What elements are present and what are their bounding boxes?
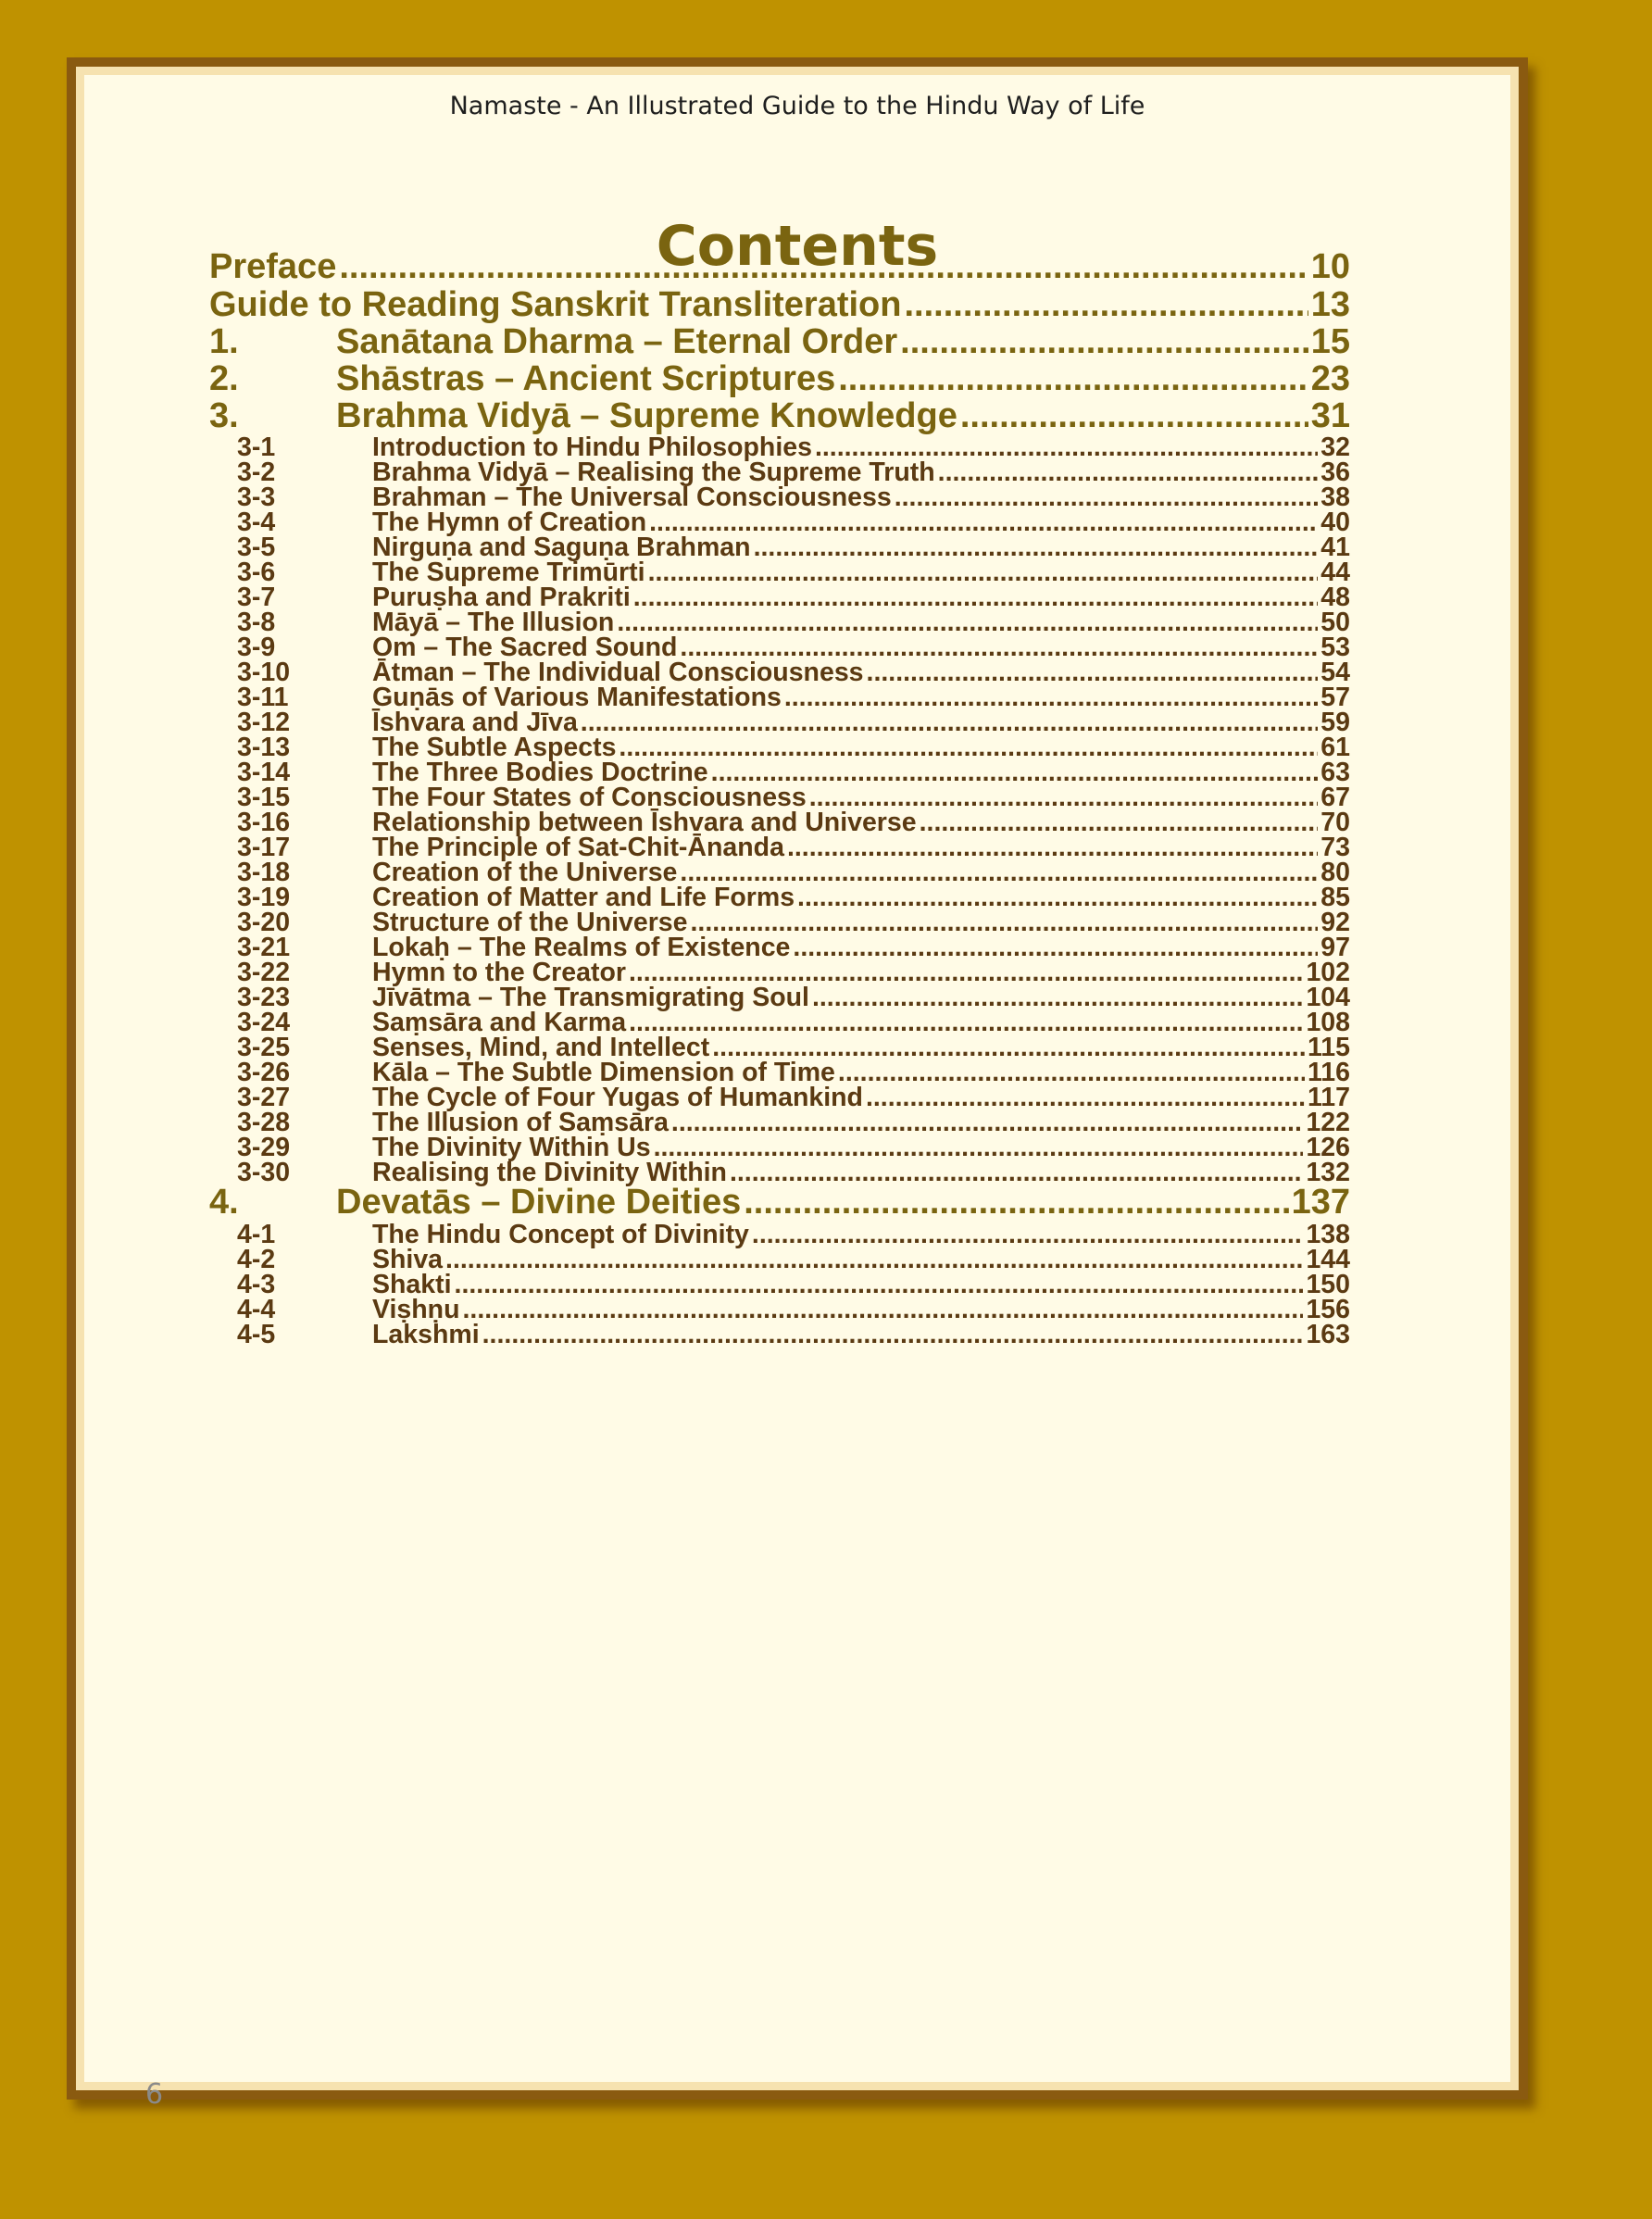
toc-entry-label: Kāla – The Subtle Dimension of Time [372, 1058, 835, 1087]
toc-entry-label: Introduction to Hindu Philosophies [372, 433, 812, 462]
toc-page-number: 13 [1310, 285, 1350, 324]
toc-entry-label: The Illusion of Saṃsāra [372, 1108, 669, 1137]
toc-page-number: 132 [1306, 1158, 1350, 1187]
toc-entry-number: 3-27 [237, 1083, 291, 1112]
toc-entry-label: The Four States of Consciousness [372, 783, 807, 812]
toc-entry-label: The Three Bodies Doctrine [372, 758, 708, 787]
toc-page-number: 150 [1306, 1270, 1350, 1299]
toc-entry-number: 3-15 [237, 783, 291, 812]
toc-page-number: 15 [1310, 322, 1350, 361]
toc-entry-number: 3-17 [237, 833, 291, 862]
toc-page-number: 102 [1306, 958, 1350, 987]
toc-entry-number: 3-11 [237, 683, 289, 712]
toc-page-number: 31 [1310, 396, 1350, 435]
toc-entry-label: Jīvātma – The Transmigrating Soul [372, 983, 809, 1012]
toc-entry-number: 3-19 [237, 883, 291, 912]
toc-entry-number: 3-10 [237, 658, 291, 687]
toc-entry-label: The Hindu Concept of Divinity [372, 1220, 749, 1249]
toc-entry-label: The Principle of Sat-Chit-Ānanda [372, 833, 784, 862]
toc-entry-number: 2. [209, 359, 239, 398]
toc-entry-label: Creation of the Universe [372, 858, 678, 887]
toc-page-number: 10 [1310, 247, 1350, 286]
toc-entry-label: Īshvara and Jīva [372, 708, 578, 737]
toc-page-number: 59 [1320, 708, 1350, 737]
toc-entry-number: 3-8 [237, 608, 276, 637]
toc-entry-number: 3-6 [237, 558, 276, 587]
toc-page-number: 23 [1310, 359, 1350, 398]
toc-entry-number: 3-13 [237, 733, 291, 762]
dot-leader [744, 1183, 1288, 1222]
toc-entry-label: Brahma Vidyā – Supreme Knowledge [336, 396, 957, 435]
toc-entry-number: 3-29 [237, 1133, 291, 1162]
toc-entry-number: 3-23 [237, 983, 291, 1012]
toc-page-number: 138 [1306, 1220, 1350, 1249]
page-title: Contents [656, 214, 939, 279]
toc-entry-number: 3-21 [237, 933, 291, 962]
toc-entry-number: 3-9 [237, 633, 276, 662]
toc-page-number: 126 [1306, 1133, 1350, 1162]
toc-page-number: 57 [1320, 683, 1350, 712]
toc-page-number: 48 [1320, 583, 1350, 612]
toc-entry-number: 1. [209, 322, 239, 361]
toc-entry-label: Guide to Reading Sanskrit Transliteration [209, 285, 902, 324]
toc-page-number: 53 [1320, 633, 1350, 662]
toc-page-number: 116 [1308, 1058, 1350, 1087]
toc-entry-number: 3. [209, 396, 239, 435]
toc-entry-label: Shiva [372, 1245, 444, 1274]
toc-page-number: 117 [1308, 1083, 1350, 1112]
toc-page-number: 97 [1320, 933, 1350, 962]
toc-entry-label: Māyā – The Illusion [372, 608, 615, 637]
toc-page-number: 67 [1320, 783, 1350, 812]
toc-page-number: 80 [1320, 858, 1350, 887]
toc-entry-number: 3-5 [237, 533, 276, 562]
toc-page-number: 32 [1320, 433, 1350, 462]
toc-entry-number: 3-24 [237, 1008, 291, 1037]
toc-entry-number: 4-1 [237, 1220, 276, 1249]
toc-page-number: 122 [1306, 1108, 1350, 1137]
toc-entry-number: 3-2 [237, 458, 276, 487]
toc-entry-number: 3-18 [237, 858, 291, 887]
dot-leader [904, 285, 1308, 325]
toc-entry-label: Realising the Divinity Within [372, 1158, 727, 1187]
toc-entry-label: Guṇās of Various Manifestations [372, 683, 782, 712]
toc-entry-label: The Hymn of Creation [372, 508, 647, 537]
toc-page-number: 156 [1306, 1295, 1350, 1324]
toc-entry-label: Senses, Mind, and Intellect [372, 1033, 710, 1062]
dot-leader [482, 1320, 1304, 1350]
toc-page-number: 92 [1320, 908, 1350, 937]
toc-entry-number: 3-1 [237, 433, 276, 462]
toc-entry-label: Devatās – Divine Deities [336, 1183, 742, 1222]
toc-entry-label: The Subtle Aspects [372, 733, 617, 762]
toc-entry-label: The Supreme Trimūrti [372, 558, 645, 587]
toc-page-number: 163 [1306, 1320, 1350, 1349]
toc-entry-label: The Cycle of Four Yugas of Humankind [372, 1083, 863, 1112]
toc-page-number: 54 [1320, 658, 1350, 687]
toc-page-number: 41 [1320, 533, 1350, 562]
toc-entry-label: Relationship between Īshvara and Universe [372, 808, 917, 837]
toc-page-number: 36 [1320, 458, 1350, 487]
toc-entry-label: Lakshmi [372, 1320, 480, 1349]
toc-entry-number: 4-4 [237, 1295, 276, 1324]
toc-entry-label: Brahman – The Universal Consciousness [372, 483, 892, 512]
toc-entry-label: Puruṣha and Prakriti [372, 583, 631, 612]
dot-leader [900, 322, 1308, 362]
toc-entry-number: 3-30 [237, 1158, 291, 1187]
toc-entry-number: 3-7 [237, 583, 276, 612]
toc-page-number: 44 [1320, 558, 1350, 587]
toc-entry-label: Nirguṇa and Saguṇa Brahman [372, 533, 751, 562]
toc-entry-number: 3-14 [237, 758, 291, 787]
toc-page-number: 104 [1306, 983, 1350, 1012]
toc-page-number: 85 [1320, 883, 1350, 912]
dot-leader [339, 247, 1308, 287]
document-page [84, 75, 1510, 2111]
toc-entry-label: Shakti [372, 1270, 452, 1299]
toc-entry-number: 3-25 [237, 1033, 291, 1062]
toc-page-number: 50 [1320, 608, 1350, 637]
toc-entry-number: 3-28 [237, 1108, 291, 1137]
toc-entry-label: The Divinity Within Us [372, 1133, 651, 1162]
toc-entry-number: 3-4 [237, 508, 276, 537]
toc-entry-label: Preface [209, 247, 337, 286]
toc-entry-number: 3-16 [237, 808, 291, 837]
toc-page-number: 137 [1291, 1183, 1350, 1222]
toc-entry-number: 4-3 [237, 1270, 276, 1299]
toc-entry-number: 3-12 [237, 708, 291, 737]
toc-entry-number: 3-26 [237, 1058, 291, 1087]
toc-entry-number: 3-3 [237, 483, 276, 512]
toc-entry-label: Sanātana Dharma – Eternal Order [336, 322, 898, 361]
dot-leader [838, 359, 1308, 399]
toc-entry-number: 3-22 [237, 958, 291, 987]
toc-page-number: 38 [1320, 483, 1350, 512]
toc-page-number: 115 [1308, 1033, 1350, 1062]
toc-entry-label: Structure of the Universe [372, 908, 688, 937]
page-number: 6 [145, 2078, 164, 2111]
toc-entry-number: 4. [209, 1183, 239, 1222]
toc-entry-label: Creation of Matter and Life Forms [372, 883, 795, 912]
dot-leader [960, 396, 1308, 436]
toc-entry-label: Hymn to the Creator [372, 958, 626, 987]
toc-page-number: 70 [1320, 808, 1350, 837]
toc-entry-label: Shāstras – Ancient Scriptures [336, 359, 836, 398]
toc-page-number: 73 [1320, 833, 1350, 862]
table-of-contents [84, 75, 1510, 2082]
toc-page-number: 61 [1320, 733, 1350, 762]
toc-entry-number: 4-2 [237, 1245, 276, 1274]
toc-page-number: 63 [1320, 758, 1350, 787]
toc-section-row[interactable] [237, 1320, 1350, 1353]
toc-entry-number: 3-20 [237, 908, 291, 937]
running-header: Namaste - An Illustrated Guide to the Hindu Way of Life [449, 92, 1145, 120]
toc-page-number: 40 [1320, 508, 1350, 537]
toc-entry-label: Om – The Sacred Sound [372, 633, 678, 662]
toc-entry-label: Saṃsāra and Karma [372, 1008, 627, 1037]
toc-page-number: 144 [1306, 1245, 1350, 1274]
toc-entry-label: Viṣhṇu [372, 1295, 460, 1324]
toc-entry-number: 4-5 [237, 1320, 276, 1349]
toc-entry-label: Brahma Vidyā – Realising the Supreme Truth [372, 458, 935, 487]
toc-entry-label: Lokaḥ – The Realms of Existence [372, 933, 791, 962]
toc-page-number: 108 [1306, 1008, 1350, 1037]
toc-entry-label: Ātman – The Individual Consciousness [372, 658, 864, 687]
